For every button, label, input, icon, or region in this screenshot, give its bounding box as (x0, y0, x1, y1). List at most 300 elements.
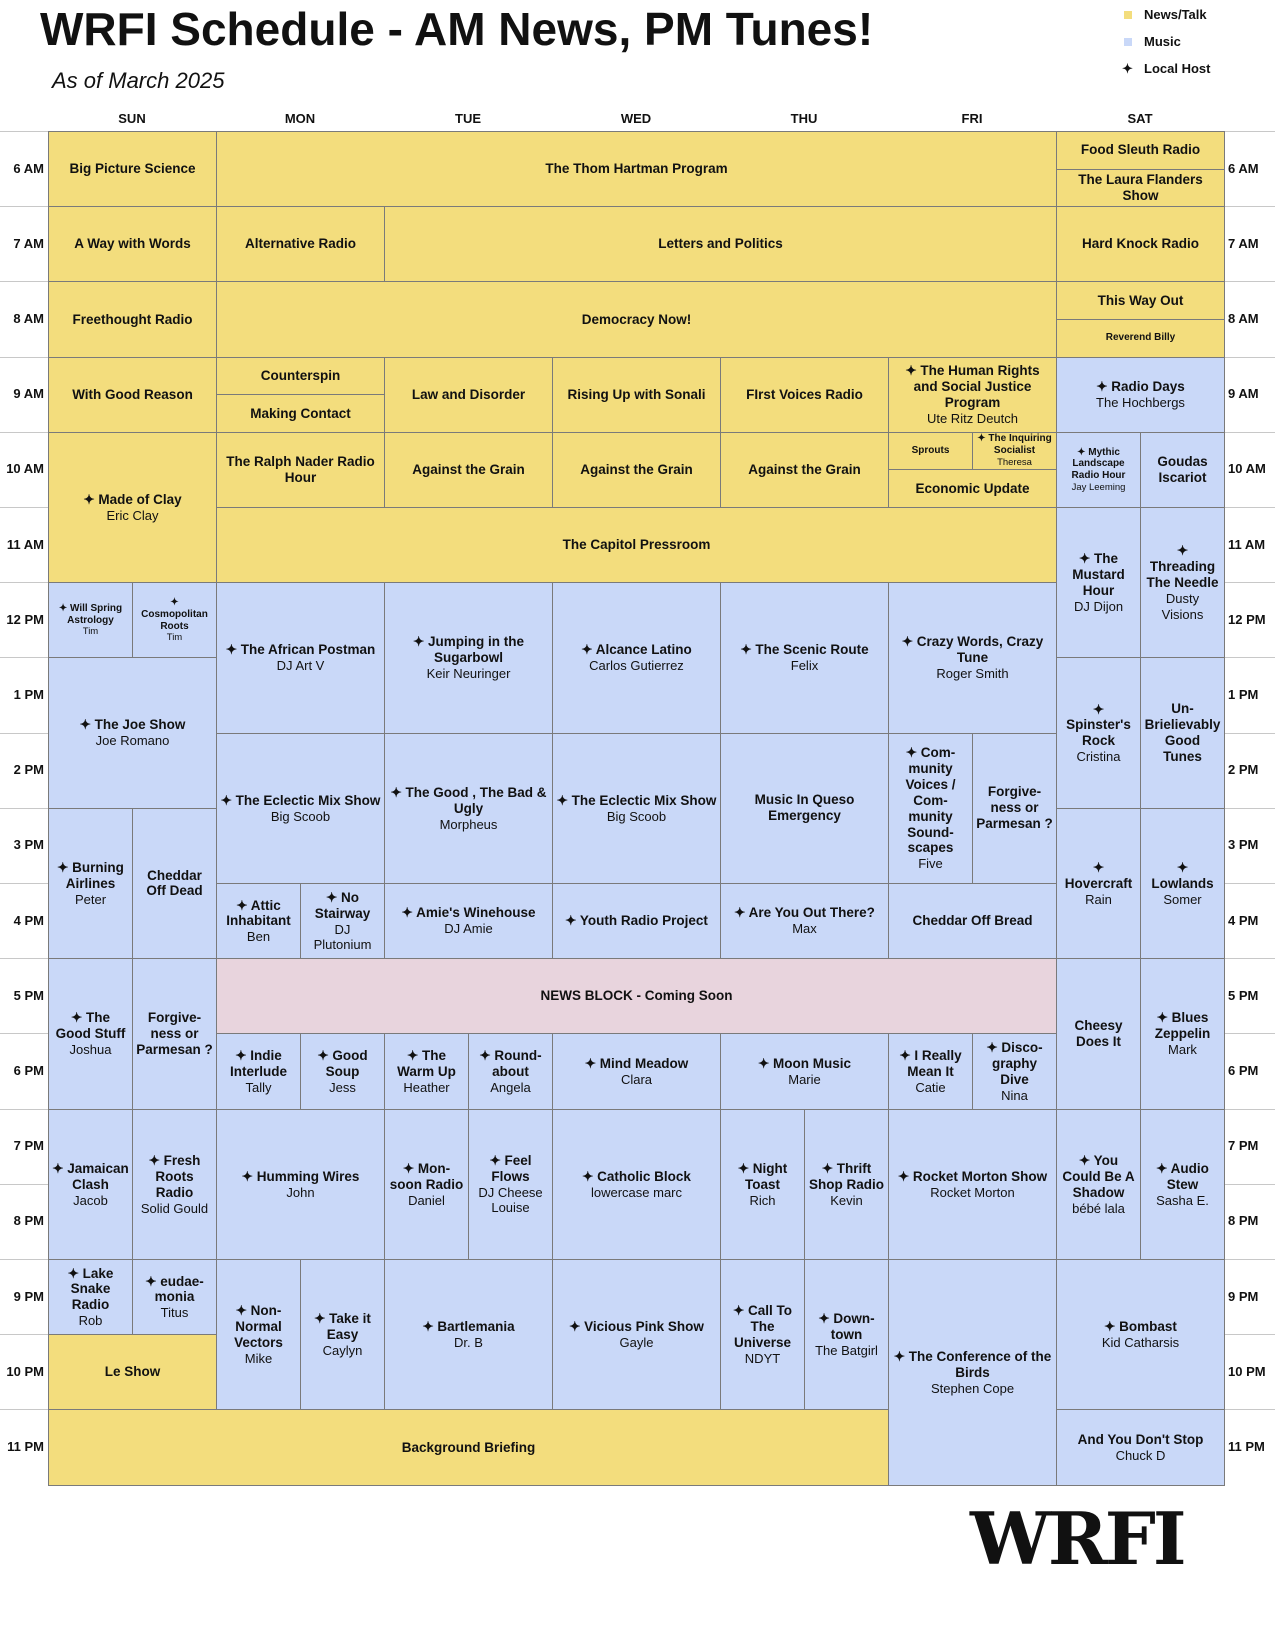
program-host: Big Scoob (270, 808, 331, 824)
program-cell (48, 357, 217, 433)
program-cell (552, 1033, 721, 1109)
program-cell (216, 958, 1057, 1034)
star-icon: ✦ (489, 1153, 505, 1169)
program-title-text: The Human Rights and Social Justice Program (913, 363, 1040, 410)
program-title (892, 634, 1053, 666)
program-title (724, 1303, 801, 1351)
program-host: DJ Amie (444, 921, 493, 937)
star-icon: ✦ (1156, 1160, 1171, 1176)
wrfi-logo-text: WRFI (970, 1500, 1184, 1575)
program-host: Rain (1085, 891, 1112, 907)
program-cell (216, 883, 301, 959)
program-host: Jacob (73, 1192, 108, 1208)
program-title (1104, 1319, 1177, 1335)
program-host: Angela (490, 1079, 531, 1095)
star-icon: ✦ (1078, 1152, 1094, 1168)
program-title (1144, 454, 1221, 486)
program-title-text: The Conference of the Birds (908, 1348, 1052, 1380)
program-cell (216, 206, 385, 282)
program-title (1144, 1161, 1221, 1193)
star-icon: ✦ (986, 1039, 1002, 1055)
program-title (136, 597, 213, 632)
star-icon: ✦ (325, 889, 342, 905)
program-host: Marie (788, 1071, 821, 1087)
program-cell (216, 432, 385, 508)
program-title-text: Down-town (830, 1311, 875, 1343)
program-title (545, 161, 727, 177)
program-title-text: Forgive-ness or Parmesan ? (136, 1010, 213, 1057)
program-host: Five (918, 856, 943, 872)
program-host: Sasha E. (1156, 1192, 1209, 1208)
program-cell (216, 281, 1057, 357)
program-host: Mike (244, 1350, 273, 1366)
program-cell (888, 1109, 1057, 1260)
time-label-right: 6 PM (1228, 1063, 1259, 1078)
program-title-text: Take it Easy (326, 1311, 371, 1343)
program-title (912, 445, 950, 457)
program-cell (552, 733, 721, 884)
program-cell (720, 1033, 889, 1109)
program-host: DJ Dijon (1073, 598, 1124, 614)
day-header-fri: FRI (961, 111, 983, 126)
program-title (74, 236, 191, 252)
star-icon: ✦ (148, 1152, 164, 1168)
star-icon: ✦ (235, 1303, 251, 1319)
program-title-text: Against the Grain (580, 461, 693, 477)
program-cell (48, 582, 133, 658)
time-label-left: 1 PM (13, 687, 44, 702)
program-title-text: Democracy Now! (581, 311, 692, 327)
star-icon: ✦ (70, 1010, 87, 1026)
program-cell (552, 432, 721, 508)
program-cell (888, 432, 973, 471)
program-host: Rocket Morton (930, 1184, 1015, 1200)
star-icon: ✦ (734, 905, 749, 921)
program-title-text: Un-Brielievably Good Tunes (1144, 701, 1221, 764)
star-icon: ✦ (170, 596, 179, 608)
program-title (242, 1169, 360, 1185)
legend-news-label: News/Talk (1144, 7, 1207, 22)
star-icon: ✦ (737, 1160, 753, 1176)
program-title-text: Food Sleuth Radio (1080, 142, 1201, 158)
program-host: DJ Plutonium (313, 921, 372, 953)
program-cell (216, 507, 1057, 583)
program-cell (888, 1033, 973, 1109)
star-icon: ✦ (1176, 859, 1189, 875)
program-cell (132, 958, 217, 1109)
program-title-text: The Capitol Pressroom (562, 537, 711, 553)
program-title-text: Music In Queso Emergency (754, 792, 855, 824)
program-cell (132, 808, 217, 959)
program-title (402, 905, 536, 921)
program-host: Big Scoob (606, 808, 667, 824)
program-cell (1140, 657, 1225, 808)
program-title-text: Cosmopolitan Roots (141, 608, 208, 632)
program-title-text: Le Show (104, 1364, 161, 1380)
program-title (73, 312, 193, 328)
program-title-text: Reverend Billy (1105, 332, 1176, 344)
program-title-text: Cheesy Does It (1074, 1017, 1123, 1049)
program-cell (48, 1259, 133, 1335)
program-title (136, 1153, 213, 1201)
time-label-left: 4 PM (13, 912, 44, 928)
program-title-text: The Eclectic Mix Show (235, 792, 381, 808)
legend-news-swatch (1124, 11, 1132, 19)
program-title-text: You Could Be A Shadow (1062, 1152, 1135, 1200)
program-title-text: Feel Flows (491, 1153, 532, 1184)
program-title-text: Night Toast (744, 1160, 788, 1192)
program-host: Daniel (408, 1192, 445, 1208)
program-title (1060, 172, 1221, 204)
program-title (724, 1161, 801, 1193)
program-cell (1140, 958, 1225, 1109)
program-title-text: Lake Snake Radio (70, 1265, 114, 1313)
program-cell (48, 206, 217, 282)
program-cell (384, 1109, 469, 1260)
program-title-text: The Warm Up (397, 1047, 456, 1079)
program-title-text: Attic Inhabitant (226, 897, 291, 929)
program-title-text: Counterspin (260, 367, 341, 383)
program-cell (216, 733, 385, 884)
legend-host-label: Local Host (1144, 61, 1211, 76)
program-title (52, 1161, 129, 1193)
time-label-right: 10 PM (1228, 1363, 1266, 1379)
program-cell (300, 883, 385, 959)
program-title-text: Cheddar Off Dead (146, 867, 203, 899)
legend-music-swatch (1124, 38, 1132, 46)
program-title (304, 1048, 381, 1080)
program-title-text: Big Picture Science (69, 161, 196, 177)
program-title-text: Rocket Morton Show (912, 1168, 1048, 1184)
program-cell (1056, 657, 1141, 808)
time-label-right: 7 PM (1228, 1138, 1259, 1154)
program-title (892, 1048, 969, 1080)
program-host: Clara (620, 1071, 653, 1087)
time-label-left: 9 PM (13, 1288, 44, 1304)
program-cell (384, 733, 553, 884)
star-icon: ✦ (145, 1273, 161, 1289)
program-title (563, 537, 711, 553)
program-title (740, 642, 868, 658)
program-title-text: Are You Out There? (748, 905, 875, 921)
program-title-text: The Ralph Nader Radio Hour (226, 453, 375, 485)
program-title-text: Com-munity Voices / Com-munity Sound-scapes (905, 744, 956, 856)
program-cell (300, 1259, 385, 1410)
program-title (1098, 293, 1184, 309)
program-title (1144, 701, 1221, 765)
star-icon: ✦ (905, 363, 921, 379)
program-title-text: Vicious Pink Show (584, 1319, 704, 1335)
time-label-left: 3 PM (13, 837, 44, 853)
day-header-wed: WED (620, 111, 652, 126)
time-label-right: 9 AM (1228, 386, 1259, 402)
program-host: Catie (915, 1079, 946, 1095)
time-label-right: 6 AM (1228, 160, 1259, 176)
program-title-text: Made of Clay (98, 491, 182, 507)
program-title-text: NEWS BLOCK - Coming Soon (540, 988, 733, 1004)
star-icon: ✦ (57, 859, 73, 875)
program-host: Joshua (69, 1042, 112, 1058)
program-host: Eric Clay (106, 507, 159, 523)
program-title-text: Radio Days (1111, 379, 1185, 395)
time-label-left: 7 AM (13, 235, 44, 251)
program-title (582, 312, 692, 328)
program-title-text: Amie's Winehouse (416, 905, 536, 921)
program-cell (48, 131, 217, 207)
time-label-left: 12 PM (6, 611, 44, 627)
program-host: DJ Cheese Louise (478, 1184, 543, 1216)
day-header-mon: MON (284, 111, 316, 126)
program-host: Theresa (997, 457, 1032, 468)
program-title (52, 603, 129, 627)
program-title-text: The Good Stuff (55, 1010, 126, 1042)
day-header-tue: TUE (455, 111, 481, 126)
star-icon: ✦ (1096, 379, 1112, 395)
star-icon: ✦ (406, 1047, 423, 1063)
program-title-text: Mind Meadow (599, 1055, 689, 1071)
star-icon: ✦ (757, 1055, 774, 1071)
program-title (1096, 379, 1185, 395)
program-cell (1056, 281, 1225, 320)
program-cell (888, 582, 1057, 733)
star-icon: ✦ (402, 1160, 418, 1176)
program-title-text: Call To The Universe (733, 1303, 793, 1350)
star-icon: ✦ (235, 1047, 251, 1063)
program-title (220, 454, 381, 486)
program-title (388, 634, 549, 666)
program-cell (888, 733, 973, 884)
program-cell (1056, 1409, 1225, 1485)
program-title-text: Rising Up with Sonali (567, 386, 706, 402)
program-cell (468, 1109, 553, 1260)
program-title (892, 745, 969, 856)
star-icon: ✦ (901, 634, 917, 650)
star-icon: ✦ (977, 433, 989, 445)
program-cell (1140, 507, 1225, 658)
program-host: Keir Neuringer (426, 666, 511, 682)
program-title (808, 1161, 885, 1193)
program-title-text: FIrst Voices Radio (746, 386, 863, 402)
program-title (52, 860, 129, 892)
program-title-text: Goudas Iscariot (1157, 453, 1208, 485)
program-title-text: The Good , The Bad & Ugly (405, 784, 547, 816)
program-cell (1140, 432, 1225, 508)
program-title-text: Hard Knock Radio (1081, 236, 1200, 252)
program-title-text: Threading The Needle (1146, 559, 1219, 591)
program-title (557, 793, 717, 809)
program-title-text: eudae-monia (154, 1273, 204, 1305)
program-cell (384, 883, 553, 959)
program-cell (216, 357, 385, 396)
time-label-right: 10 AM (1228, 461, 1266, 477)
schedule-title: WRFI Schedule - AM News, PM Tunes! (40, 3, 874, 55)
program-title (220, 1048, 297, 1080)
program-title-text: Sprouts (911, 445, 950, 457)
program-cell (720, 733, 889, 884)
program-cell (48, 1334, 217, 1410)
star-icon: ✦ (317, 1047, 333, 1063)
program-host: NDYT (744, 1350, 781, 1366)
program-title (245, 236, 356, 252)
time-label-left: 5 PM (13, 987, 44, 1003)
program-title-text: This Way Out (1097, 292, 1184, 308)
program-cell (48, 1109, 133, 1260)
program-host: Rich (749, 1192, 776, 1208)
program-host: Chuck D (1115, 1447, 1166, 1463)
program-cell (48, 958, 133, 1109)
program-title (72, 387, 193, 403)
program-host: Morpheus (439, 816, 498, 832)
time-label-right: 11 AM (1228, 536, 1266, 552)
time-label-right: 2 PM (1228, 762, 1259, 778)
program-title-text: Lowlands (1151, 875, 1214, 891)
program-title (1060, 1018, 1137, 1050)
program-title (724, 792, 885, 824)
program-cell (48, 657, 217, 808)
schedule-subtitle: As of March 2025 (52, 68, 225, 93)
program-title (136, 1010, 213, 1058)
star-icon: ✦ (79, 717, 95, 733)
program-title-text: Burning Airlines (65, 859, 124, 891)
star-icon: ✦ (732, 1303, 749, 1319)
legend-music-label: Music (1144, 34, 1181, 49)
program-host: Jess (329, 1079, 356, 1095)
program-title (912, 913, 1032, 929)
program-cell (468, 1033, 553, 1109)
program-title (568, 387, 706, 403)
program-host: lowercase marc (590, 1184, 683, 1200)
program-cell (216, 1259, 301, 1410)
time-label-right: 5 PM (1228, 987, 1259, 1003)
star-icon: ✦ (83, 491, 99, 507)
program-title (304, 1311, 381, 1343)
time-label-left: 10 AM (6, 461, 44, 477)
program-title-text: No Stairway (314, 889, 371, 921)
program-cell (1140, 808, 1225, 959)
program-host: Tim (82, 626, 99, 638)
program-cell (1056, 357, 1225, 433)
star-icon: ✦ (479, 1047, 495, 1063)
program-title-text: The Scenic Route (755, 642, 869, 658)
program-cell (888, 357, 1057, 433)
program-title (1106, 332, 1175, 344)
program-cell (384, 1259, 553, 1410)
star-icon: ✦ (1078, 551, 1095, 567)
program-cell (48, 808, 133, 959)
program-title (758, 1056, 851, 1072)
program-title (976, 784, 1053, 832)
program-title (1144, 543, 1221, 591)
program-title (1060, 702, 1137, 750)
program-title (569, 1319, 704, 1335)
program-title-text: Thrift Shop Radio (809, 1160, 884, 1192)
time-label-left: 6 AM (13, 160, 44, 176)
star-icon: ✦ (58, 602, 71, 614)
time-label-left: 10 PM (6, 1363, 44, 1379)
program-title (412, 387, 525, 403)
program-title (1060, 551, 1137, 599)
program-cell (384, 357, 553, 433)
star-icon: ✦ (1092, 859, 1105, 875)
program-cell (972, 733, 1057, 884)
program-cell (552, 1109, 721, 1260)
program-title (582, 1169, 691, 1185)
program-title-text: With Good Reason (72, 386, 193, 402)
star-icon: ✦ (225, 642, 241, 658)
star-icon: ✦ (390, 784, 406, 800)
program-title (52, 1010, 129, 1042)
program-cell (216, 1109, 385, 1260)
program-title (304, 890, 381, 922)
program-title (105, 1364, 161, 1380)
program-title-text: Against the Grain (412, 461, 525, 477)
program-host: Tim (166, 632, 183, 644)
program-cell (384, 582, 553, 733)
program-title (220, 898, 297, 930)
program-host: Tally (245, 1079, 272, 1095)
schedule-grid (48, 131, 1224, 1485)
program-title (1060, 447, 1137, 482)
program-title (220, 1303, 297, 1351)
program-title-text: Indie Interlude (229, 1047, 287, 1079)
program-cell (720, 432, 889, 508)
program-title-text: Bartlemania (437, 1319, 515, 1335)
program-host: Caylyn (322, 1342, 363, 1358)
program-title-text: Jumping in the Sugarbowl (428, 634, 525, 666)
star-icon: ✦ (582, 1168, 598, 1184)
program-cell (1056, 169, 1225, 208)
star-icon: ✦ (1122, 61, 1133, 76)
star-icon: ✦ (818, 1311, 834, 1327)
program-cell (1056, 507, 1141, 658)
star-icon: ✦ (565, 913, 580, 929)
star-icon: ✦ (220, 792, 236, 808)
time-label-right: 8 AM (1228, 311, 1259, 326)
program-cell (1056, 958, 1141, 1109)
program-title-text: Alternative Radio (244, 236, 357, 252)
wrfi-logo (968, 1500, 1222, 1575)
program-title-text: Jamaican Clash (67, 1160, 129, 1192)
star-icon: ✦ (1092, 701, 1105, 717)
program-cell (1056, 1109, 1141, 1260)
program-title (658, 236, 783, 252)
program-title-text: A Way with Words (74, 236, 191, 252)
program-title-text: Mythic Landscape Radio Hour (1071, 446, 1126, 482)
program-title (748, 462, 861, 478)
program-host: The Hochbergs (1096, 394, 1185, 410)
program-host: Somer (1163, 891, 1202, 907)
program-title (892, 363, 1053, 411)
time-label-right: 12 PM (1228, 611, 1266, 627)
star-icon: ✦ (314, 1311, 330, 1327)
program-cell (48, 1409, 889, 1485)
program-title (1060, 1153, 1137, 1201)
program-host: John (286, 1184, 315, 1200)
program-title (1144, 1010, 1221, 1042)
time-label-right: 8 PM (1228, 1213, 1259, 1229)
program-title (422, 1319, 514, 1335)
time-label-right: 9 PM (1228, 1288, 1259, 1304)
program-title (808, 1311, 885, 1343)
star-icon: ✦ (584, 1055, 600, 1071)
program-title (69, 161, 195, 177)
program-cell (1140, 1109, 1225, 1260)
program-title (1060, 860, 1137, 892)
program-host: Nina (1001, 1087, 1028, 1103)
program-host: Joe Romano (95, 733, 170, 749)
program-cell (1056, 131, 1225, 170)
program-title (898, 1169, 1047, 1185)
